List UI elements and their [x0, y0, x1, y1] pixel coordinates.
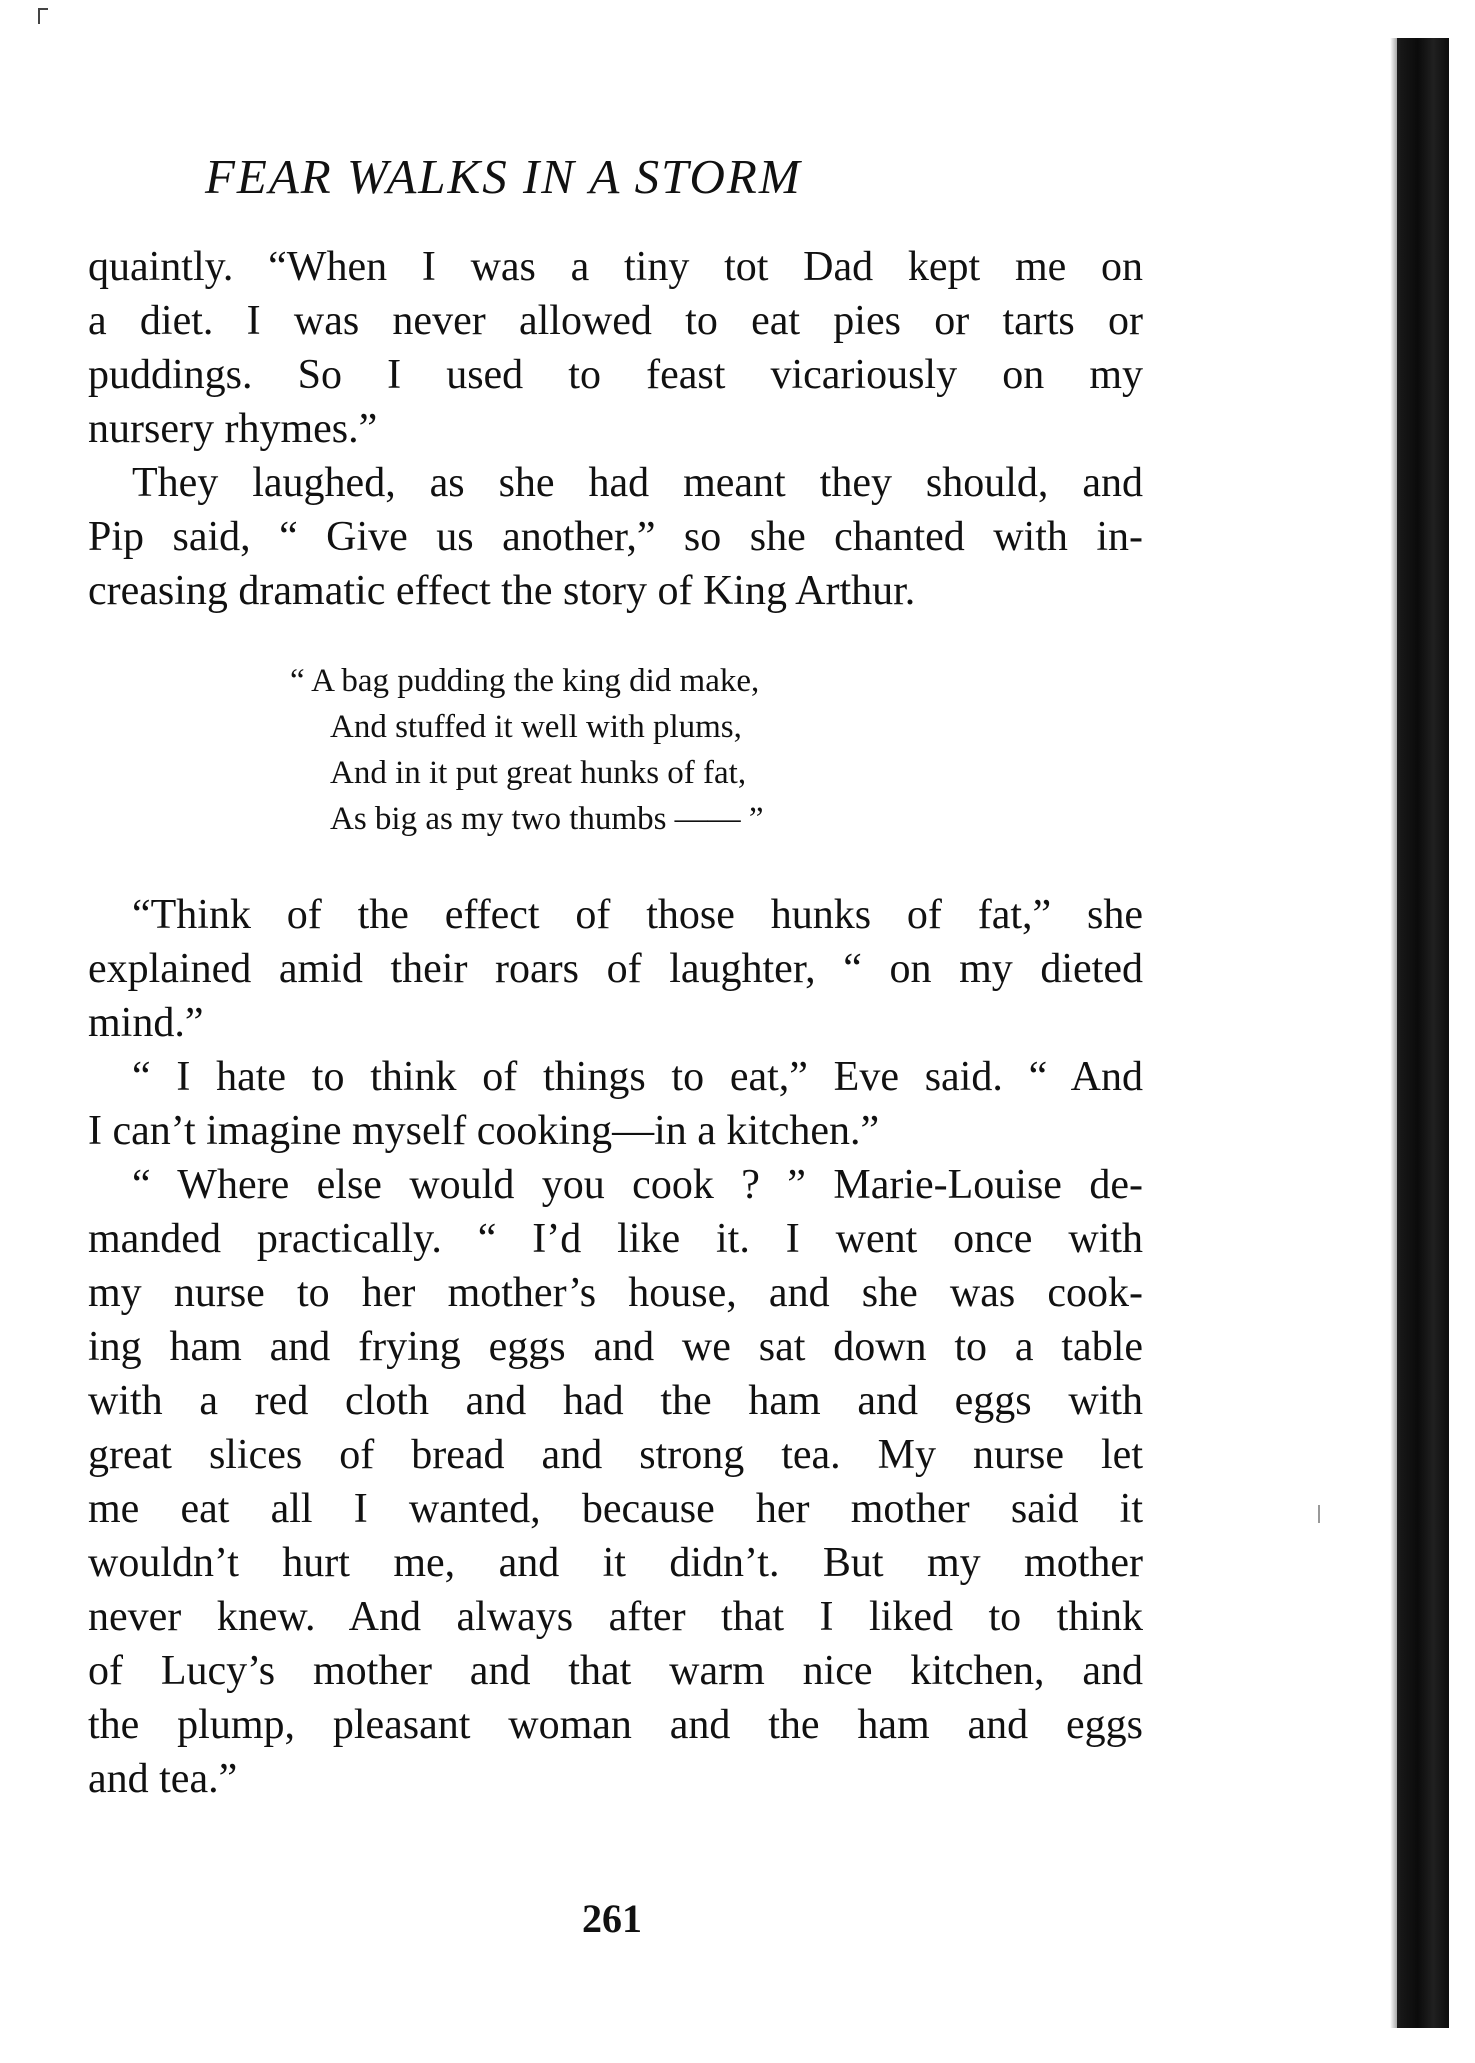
text-line: of Lucy’s mother and that warm nice kitchen, and — [88, 1648, 1143, 1694]
text-line: explained amid their roars of laughter, “ on my dieted — [88, 946, 1143, 992]
margin-mark — [1318, 1505, 1324, 1523]
text-line: puddings. So I used to feast vicariously on my — [88, 352, 1143, 398]
text-line: great slices of bread and strong tea. My nurse let — [88, 1432, 1143, 1478]
text-line: the plump, pleasant woman and the ham and eggs — [88, 1702, 1143, 1748]
verse-line: “ A bag pudding the king did make, — [290, 663, 760, 699]
verse-line: As big as my two thumbs —— ” — [330, 801, 764, 837]
text-line: me eat all I wanted, because her mother said it — [88, 1486, 1143, 1532]
text-line: I can’t imagine myself cooking—in a kitchen.” — [88, 1108, 880, 1154]
text-block-lower — [88, 888, 1143, 1806]
text-line: wouldn’t hurt me, and it didn’t. But my mother — [88, 1540, 1143, 1586]
verse-line: And in it put great hunks of fat, — [330, 755, 747, 791]
page-number: 261 — [582, 1896, 642, 1941]
text-line: “ Where else would you cook ? ” Marie-Louise de- — [132, 1162, 1143, 1208]
text-line: manded practically. “ I’d like it. I went once with — [88, 1216, 1143, 1262]
text-line: mind.” — [88, 1000, 204, 1046]
running-head: FEAR WALKS IN A STORM — [205, 149, 802, 204]
text-line: “ I hate to think of things to eat,” Eve said. “ And — [132, 1054, 1143, 1100]
text-line: quaintly. “When I was a tiny tot Dad kept me on — [88, 244, 1143, 290]
print-speck — [38, 8, 48, 24]
text-block-upper — [88, 240, 1143, 618]
text-line: Pip said, “ Give us another,” so she chanted with in- — [88, 514, 1143, 560]
text-line: creasing dramatic effect the story of King Arthur. — [88, 568, 916, 614]
text-line: ing ham and frying eggs and we sat down to a table — [88, 1324, 1143, 1370]
text-line: and tea.” — [88, 1756, 238, 1802]
text-line: with a red cloth and had the ham and eggs with — [88, 1378, 1143, 1424]
text-line: “Think of the effect of those hunks of fat,” she — [132, 892, 1143, 938]
verse-quotation — [290, 658, 930, 842]
text-line: nursery rhymes.” — [88, 406, 378, 452]
book-spine-edge — [1397, 38, 1449, 2028]
text-line: never knew. And always after that I liked to think — [88, 1594, 1143, 1640]
text-line: They laughed, as she had meant they should, and — [132, 460, 1143, 506]
text-line: a diet. I was never allowed to eat pies or tarts or — [88, 298, 1143, 344]
spine-shadow — [1390, 38, 1397, 2028]
verse-line: And stuffed it well with plums, — [330, 709, 742, 745]
text-line: my nurse to her mother’s house, and she was cook- — [88, 1270, 1143, 1316]
